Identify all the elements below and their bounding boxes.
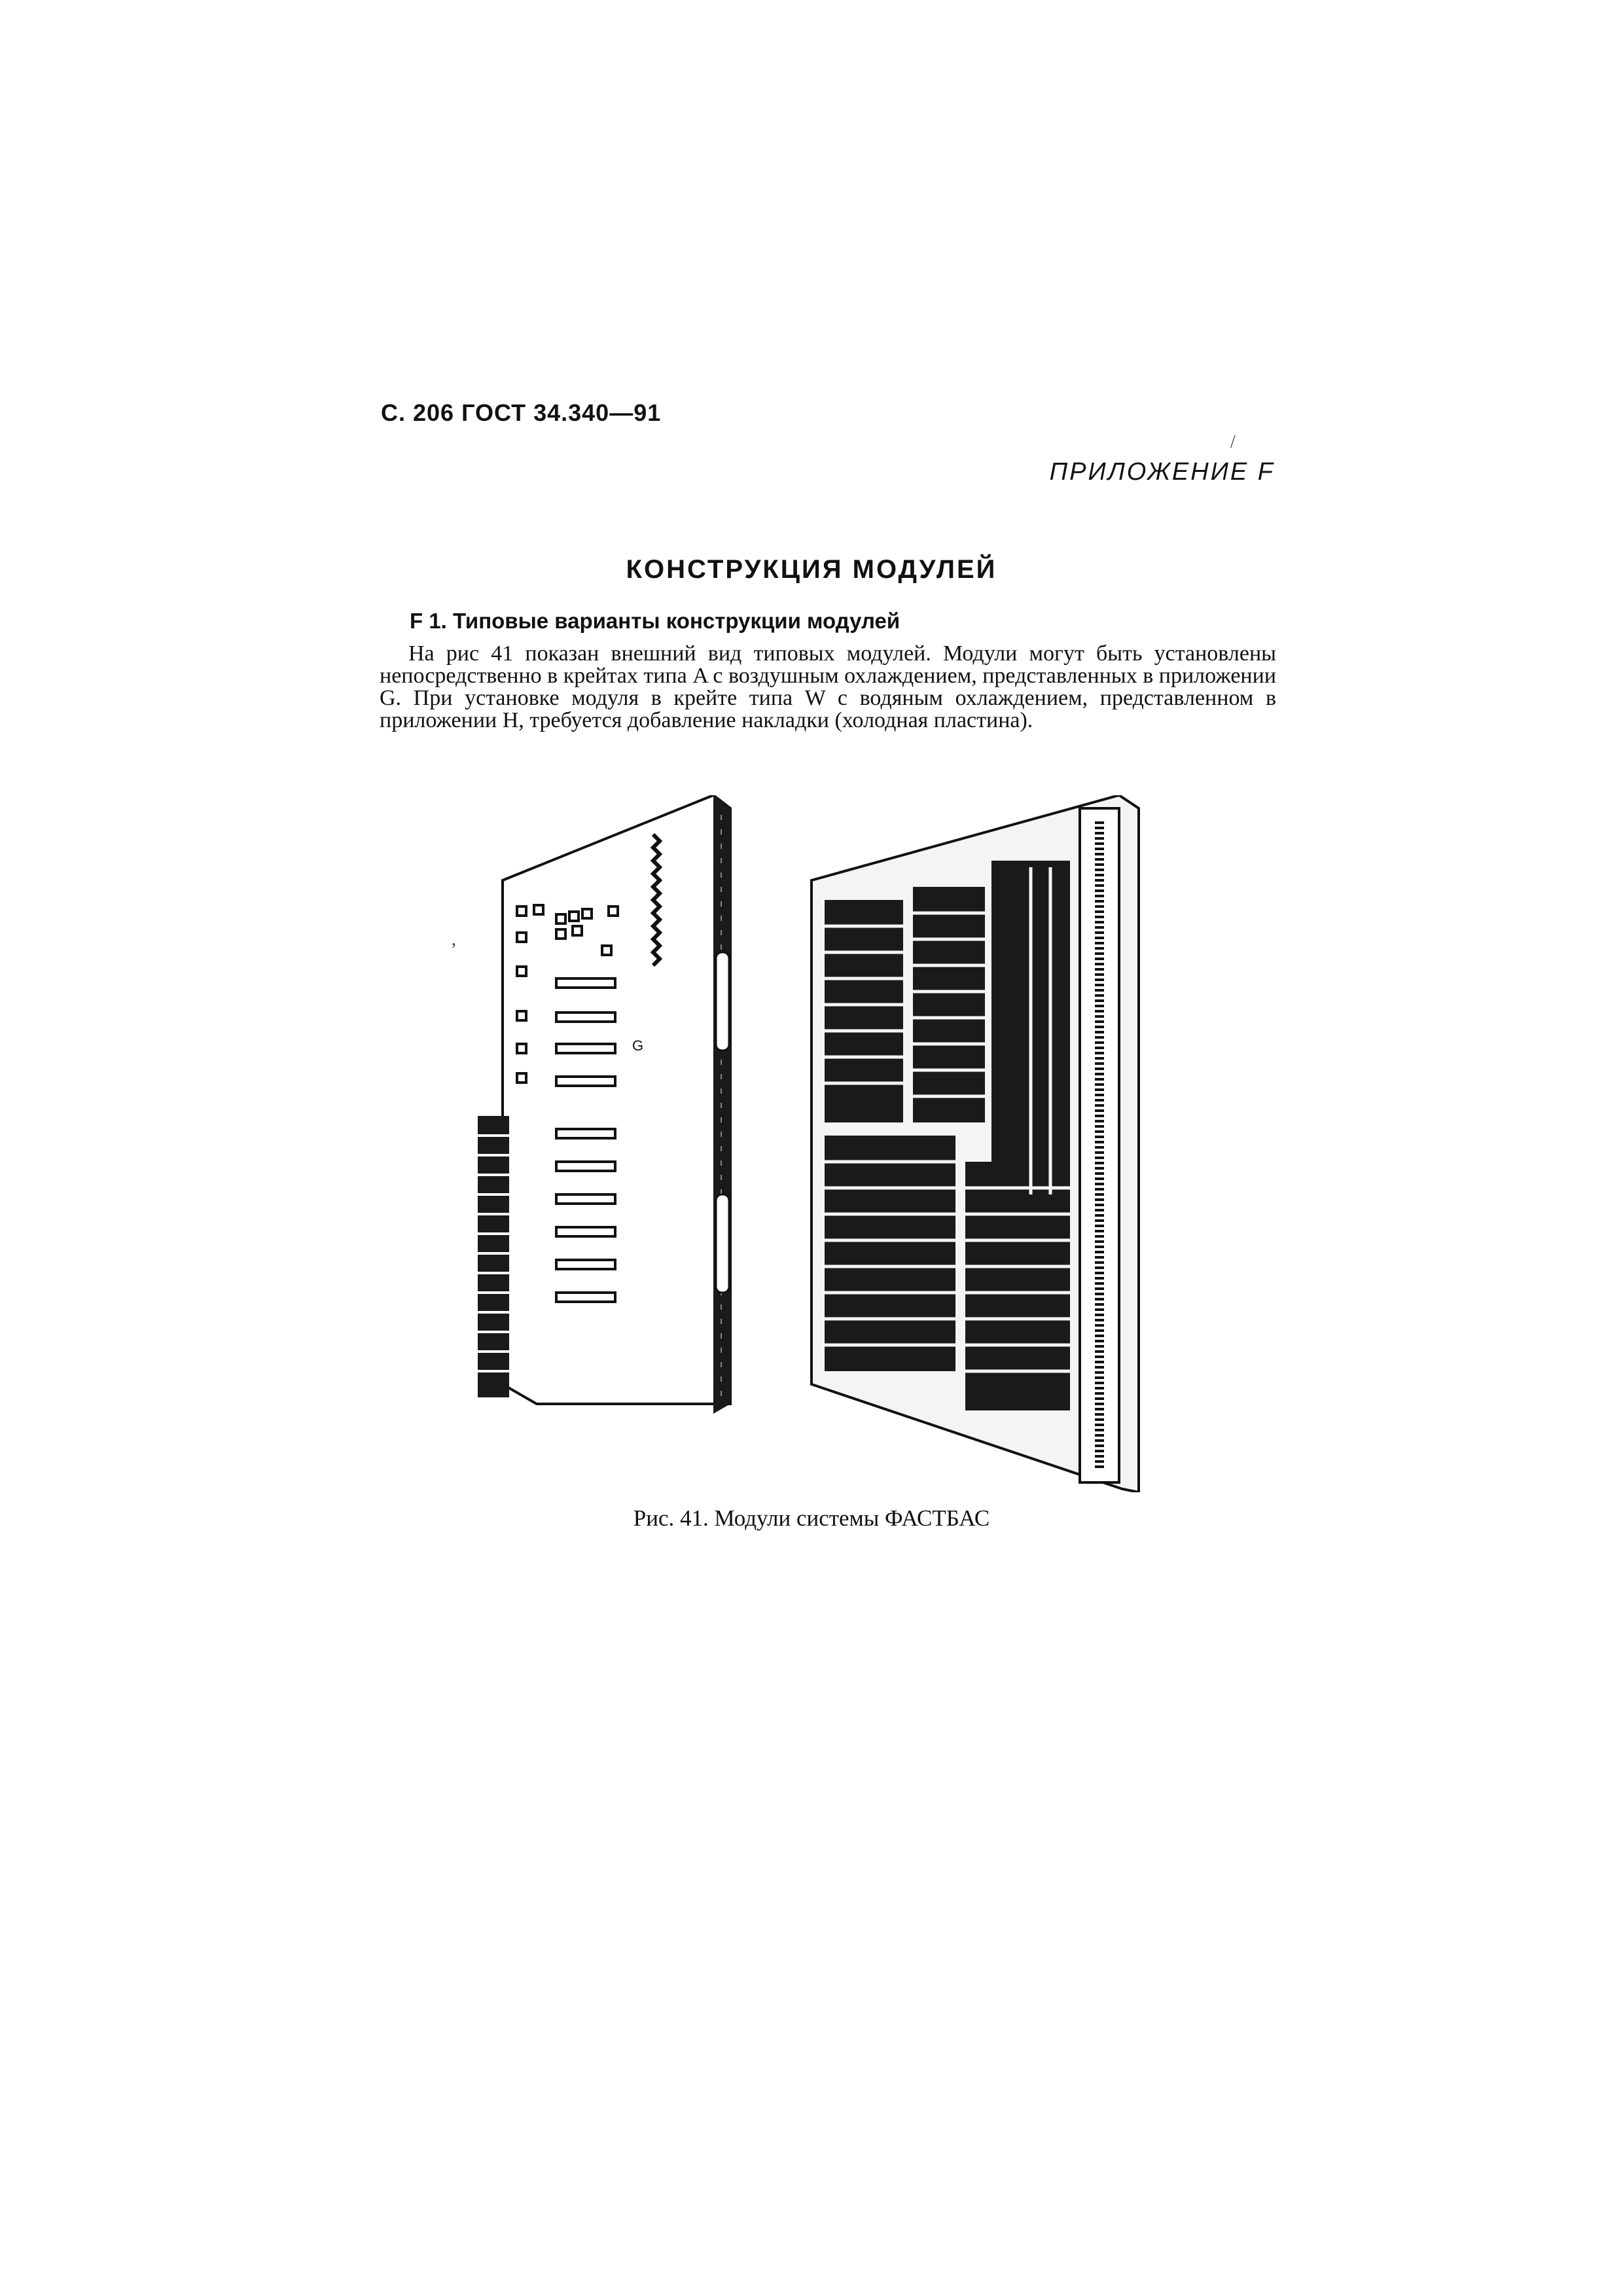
left-module-illustration	[478, 795, 730, 1414]
figure-caption: Рис. 41. Модули системы ФАСТБАС	[633, 1505, 990, 1531]
figure-modules	[478, 795, 1171, 1492]
stray-mark: /	[1230, 432, 1236, 452]
appendix-label: ПРИЛОЖЕНИЕ F	[1049, 458, 1275, 486]
figure-label-g: G	[632, 1037, 644, 1054]
body-paragraph: На рис 41 показан внешний вид типовых модулей. Модули могут быть установлены непосредственно в крейтах типа A с воздушным охлаждением, представленных в приложении G. При установке модуля в крейте типа W с водяным охлаждением, представленном в приложении H, требуется добавление накладки (холодная пластина).	[380, 641, 1277, 732]
page-title: КОНСТРУКЦИЯ МОДУЛЕЙ	[626, 555, 997, 584]
stray-mark: ,	[452, 929, 456, 950]
section-heading: F 1. Типовые варианты конструкции модулей	[410, 609, 901, 633]
page-header: С. 206 ГОСТ 34.340—91	[381, 399, 662, 426]
body-text	[380, 643, 1276, 732]
right-module-illustration	[812, 795, 1139, 1492]
